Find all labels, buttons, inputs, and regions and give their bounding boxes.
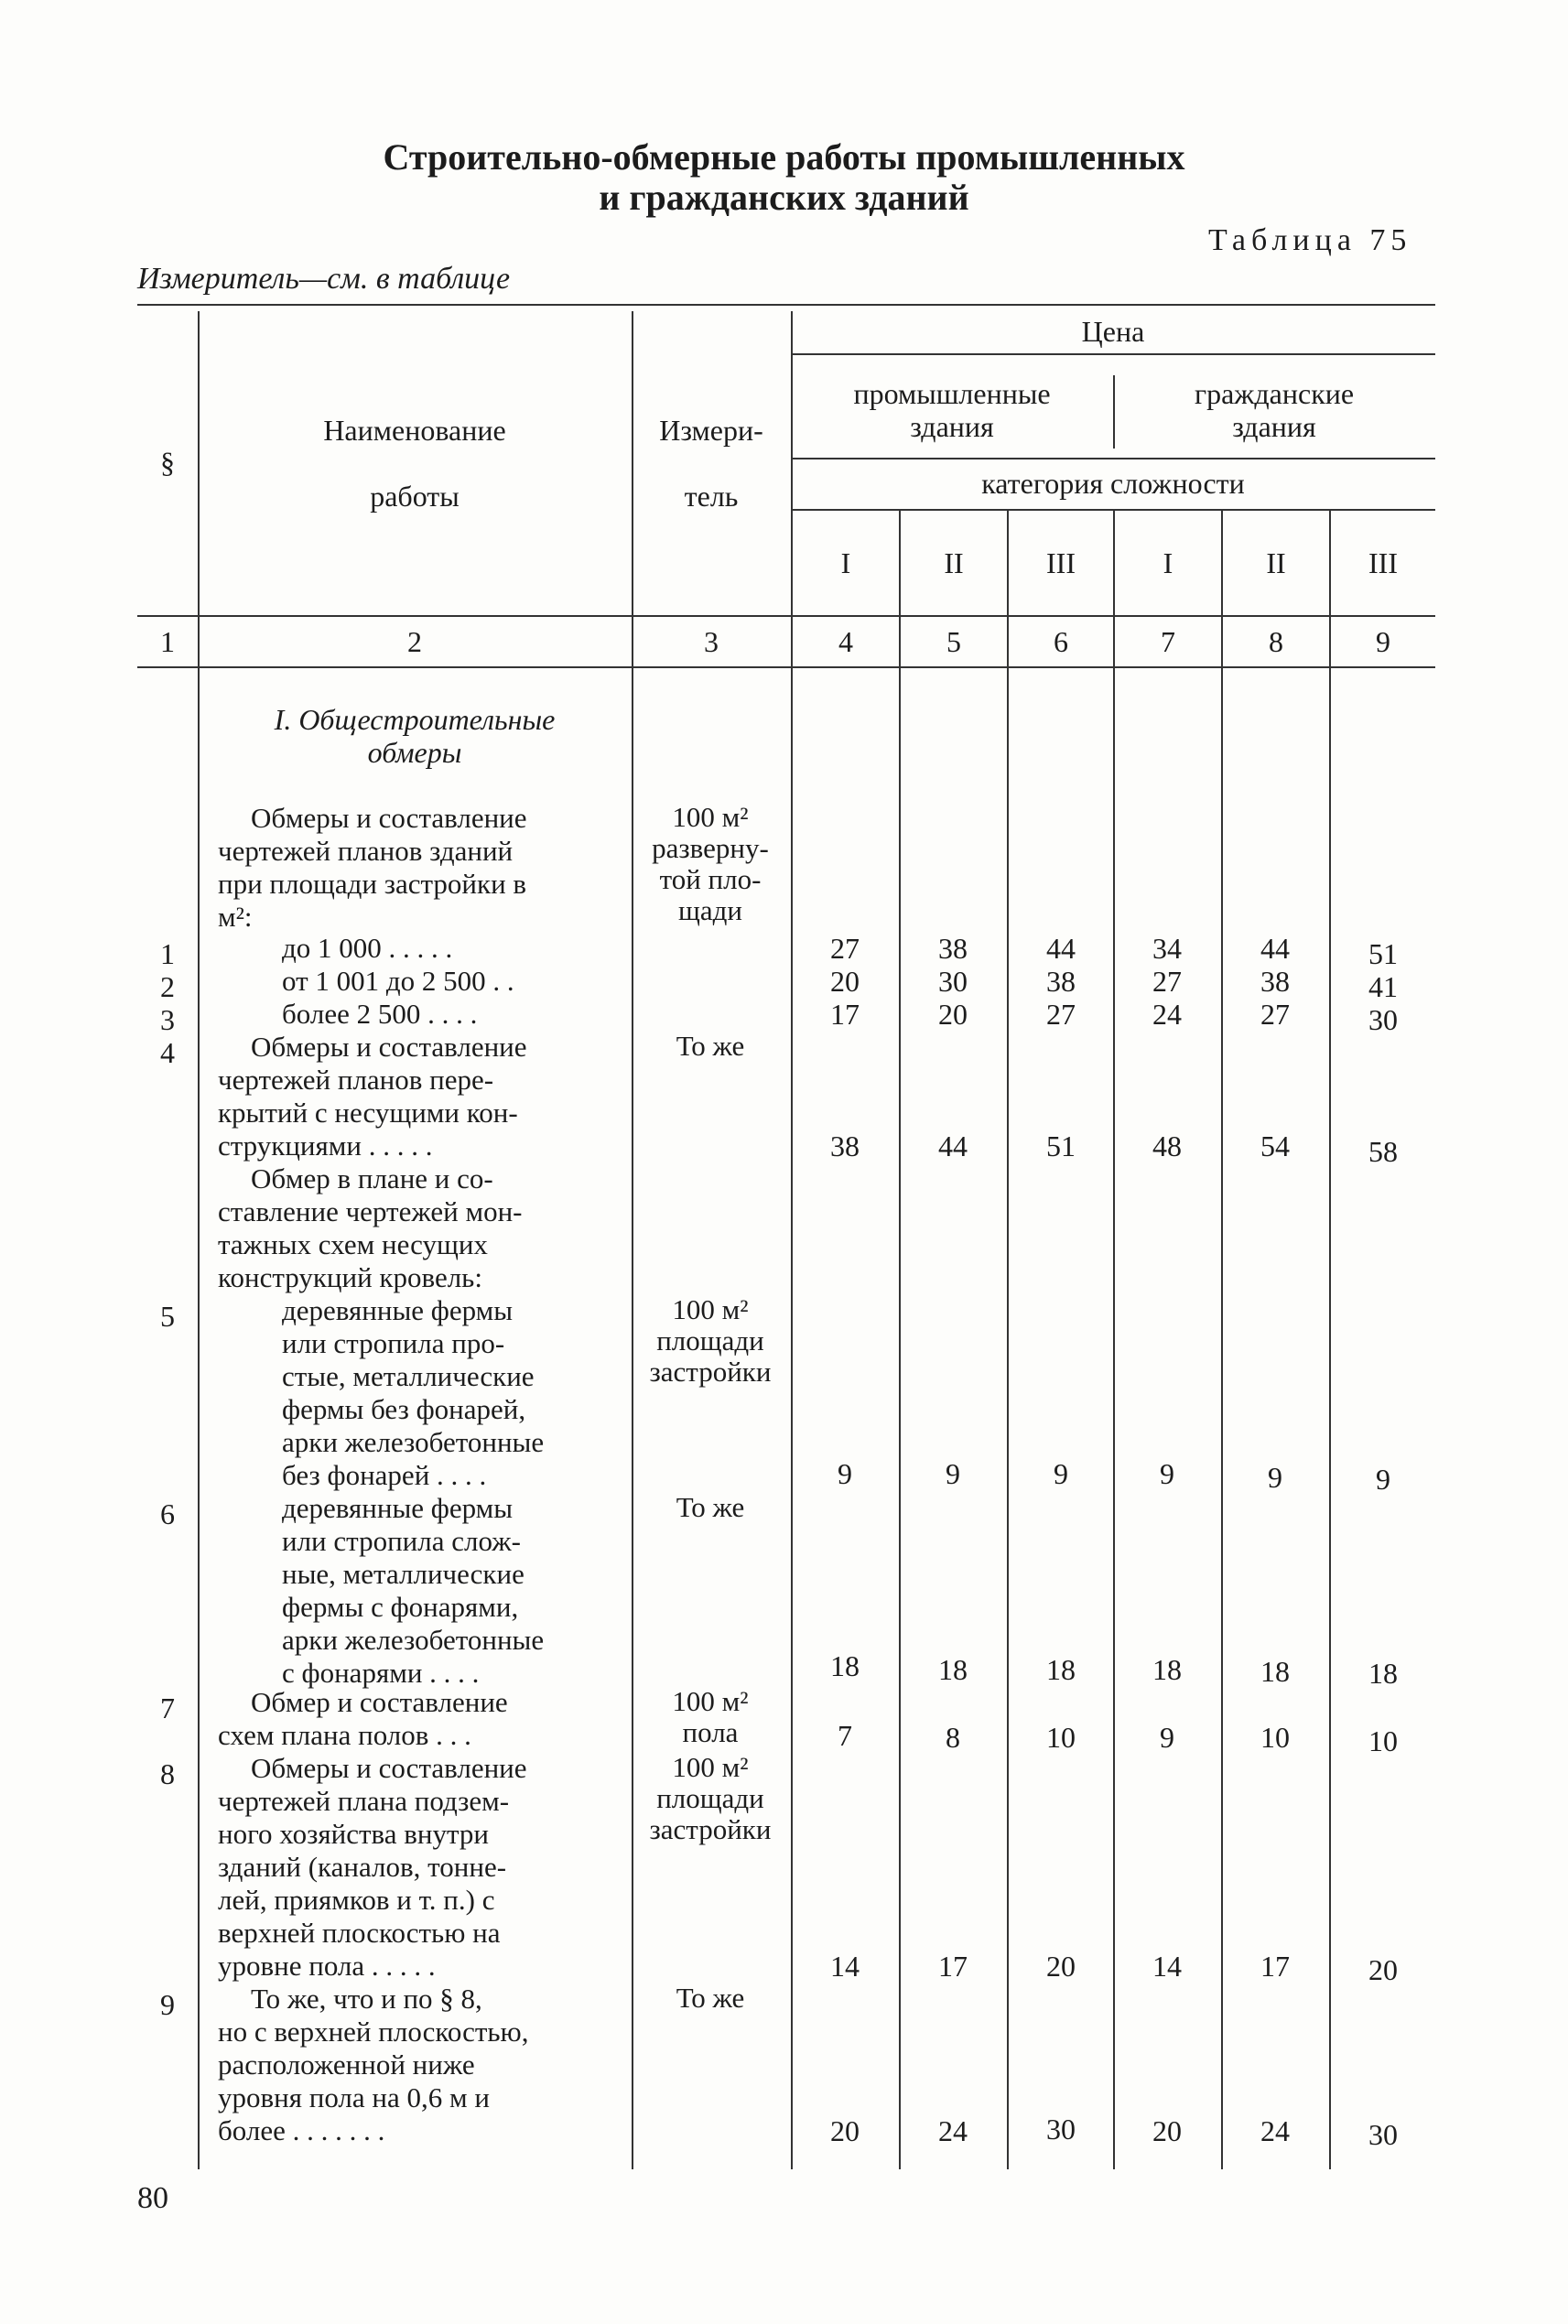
row-number: 2 [160,970,175,1003]
price-value: 24 [1260,2114,1290,2147]
price-value: 10 [1368,1724,1398,1757]
price-value: 44 [1260,932,1290,965]
desc-line: лей, приямков и т. п.) с [218,1884,495,1916]
unit-line: щади [678,894,742,926]
desc-line: зданий (каналов, тонне- [218,1851,507,1883]
unit-line: разверну- [652,832,769,864]
table-label: Таблица 75 [1208,223,1412,257]
price-value: 51 [1368,937,1398,970]
row-number: 1 [160,937,175,970]
row-description [282,1294,621,1492]
row-description [282,1492,621,1690]
group2-desc-line: ставление чертежей мон- [218,1195,523,1227]
header-complexity: категория сложности [981,467,1245,500]
price-value: 27 [830,932,860,965]
column-number: 4 [838,625,853,658]
section-heading-1: I. Общестроительные [274,703,556,736]
header-name-2: работы [370,480,460,513]
price-value: 44 [938,1130,968,1162]
desc-line: ного хозяйства внутри [218,1818,489,1850]
price-value: 20 [1046,1950,1076,1983]
page-number: 80 [137,2181,168,2215]
header-civil-1: гражданские [1194,377,1355,410]
header-industrial-2: здания [910,410,994,443]
desc-line: фермы с фонарями, [282,1591,519,1623]
price-value: 54 [1260,1130,1290,1162]
price-value: 24 [1152,998,1182,1031]
row-description [218,1752,621,1983]
row-unit: То же [676,1491,745,1523]
desc-line: верхней плоскостью на [218,1917,501,1949]
header-civil-2: здания [1232,410,1316,443]
price-value: 27 [1260,998,1290,1031]
title-line-2: и гражданских зданий [599,177,969,218]
group1-desc-line: Обмеры и составление [251,802,527,834]
header-price: Цена [1081,315,1145,348]
unit-line: пола [682,1716,739,1748]
price-value: 27 [1152,965,1182,998]
price-value: 20 [1368,1953,1398,1986]
row-number: 8 [160,1757,175,1790]
price-value: 18 [1046,1653,1076,1686]
header-unit-1: Измери- [659,414,763,447]
desc-line: арки железобетонные [282,1624,545,1656]
price-value: 17 [830,998,860,1031]
row-description: более 2 500 . . . . [282,998,478,1030]
price-value: 30 [1368,2118,1398,2151]
price-value: 9 [838,1457,852,1490]
price-value: 41 [1368,970,1398,1003]
price-value: 34 [1152,932,1182,965]
price-value: 18 [1368,1657,1398,1690]
price-value: 9 [1376,1463,1390,1496]
measure-note: Измеритель—см. в таблице [137,262,511,296]
desc-line: или стропила про- [282,1327,505,1359]
category-label: III [1368,546,1398,579]
column-number: 3 [704,625,719,658]
header-industrial-1: промышленные [853,377,1051,410]
desc-line: более . . . . . . . [218,2114,385,2146]
price-value: 18 [1260,1655,1290,1688]
row-unit: То же [676,1982,745,2014]
unit-line: 100 м² [672,1751,749,1783]
row-description [218,1983,621,2147]
group2-description [218,1162,621,1294]
column-number: 7 [1161,625,1175,658]
price-value: 48 [1152,1130,1182,1162]
header-name-1: Наименование [323,414,506,447]
column-number: 9 [1376,625,1390,658]
unit-line: площади [656,1324,764,1357]
desc-line: чертежей планов пере- [218,1064,494,1096]
category-label: III [1046,546,1076,579]
group1-desc-line: чертежей планов зданий [218,835,514,867]
price-value: 30 [1368,1003,1398,1036]
title-line-1: Строительно-обмерные работы промышленных [383,136,1185,178]
row-unit [632,1752,789,1845]
row-number: 3 [160,1003,175,1036]
price-value: 18 [938,1653,968,1686]
category-label: II [1266,546,1286,579]
price-value: 38 [1260,965,1290,998]
row-description: до 1 000 . . . . . [282,932,453,964]
unit-line: 100 м² [672,801,749,833]
row-unit: То же [676,1030,745,1062]
desc-line: деревянные фермы [282,1492,514,1524]
row-description [218,1686,621,1752]
desc-line: расположенной ниже [218,2048,475,2081]
section-heading-2: обмеры [367,736,462,769]
row-number: 4 [160,1036,175,1069]
price-value: 8 [946,1721,960,1754]
category-label: I [1162,546,1173,579]
price-value: 58 [1368,1135,1398,1168]
price-value: 51 [1046,1130,1076,1162]
desc-line: То же, что и по § 8, [251,1983,482,2015]
price-value: 10 [1260,1721,1290,1754]
row-unit [632,1294,789,1388]
category-label: I [840,546,851,579]
column-number: 2 [407,625,422,658]
header-unit-2: тель [684,480,739,513]
group1-desc-line: м²: [218,901,253,933]
price-value: 38 [830,1130,860,1162]
price-value: 44 [1046,932,1076,965]
header-section: § [160,446,175,479]
row-unit [632,1686,789,1748]
column-number: 5 [946,625,961,658]
row-description [218,1031,621,1162]
price-value: 20 [830,2114,860,2147]
desc-line: Обмер и составление [251,1686,508,1718]
price-value: 9 [1054,1457,1068,1490]
price-value: 7 [838,1719,852,1752]
unit-line: 100 м² [672,1685,749,1717]
row-description: от 1 001 до 2 500 . . [282,965,514,997]
price-value: 38 [938,932,968,965]
group2-desc-line: тажных схем несущих [218,1228,488,1260]
group1-unit [632,802,789,926]
price-value: 9 [1160,1721,1174,1754]
desc-line: Обмеры и составление [251,1752,527,1784]
category-label: II [944,546,964,579]
price-value: 18 [830,1649,860,1682]
unit-line: той пло- [659,863,762,895]
price-value: 24 [938,2114,968,2147]
desc-line: чертежей плана подзем- [218,1785,510,1817]
price-value: 20 [1152,2114,1182,2147]
desc-line: или стропила слож- [282,1525,521,1557]
desc-line: без фонарей . . . . [282,1459,487,1491]
desc-line: с фонарями . . . . [282,1657,480,1689]
price-value: 9 [1160,1457,1174,1490]
price-value: 17 [1260,1950,1290,1983]
price-value: 20 [830,965,860,998]
group2-desc-line: Обмер в плане и со- [251,1162,493,1194]
row-number: 7 [160,1692,175,1724]
price-value: 14 [1152,1950,1182,1983]
desc-line: струкциями . . . . . [218,1130,433,1162]
price-value: 14 [830,1950,860,1983]
row-number: 9 [160,1988,175,2021]
group1-desc-line: при площади застройки в [218,868,527,900]
row-number: 5 [160,1300,175,1333]
unit-line: застройки [649,1356,772,1388]
price-value: 17 [938,1950,968,1983]
price-value: 9 [946,1457,960,1490]
unit-line: 100 м² [672,1293,749,1325]
desc-line: фермы без фонарей, [282,1393,526,1425]
group2-desc-line: конструкций кровель: [218,1261,482,1293]
desc-line: уровня пола на 0,6 м и [218,2081,490,2113]
price-value: 20 [938,998,968,1031]
unit-line: площади [656,1782,764,1814]
page-title [0,137,1568,218]
price-value: 38 [1046,965,1076,998]
desc-line: арки железобетонные [282,1426,545,1458]
desc-line: но с верхней плоскостью, [218,2016,529,2048]
unit-line: застройки [649,1813,772,1845]
row-number: 6 [160,1497,175,1530]
price-value: 27 [1046,998,1076,1031]
price-value: 9 [1268,1461,1282,1494]
price-value: 18 [1152,1653,1182,1686]
price-value: 30 [938,965,968,998]
desc-line: уровне пола . . . . . [218,1950,436,1982]
desc-line: схем плана полов . . . [218,1719,471,1751]
column-number: 8 [1269,625,1283,658]
column-number: 1 [160,625,175,658]
price-value: 10 [1046,1721,1076,1754]
desc-line: стые, металлические [282,1360,535,1392]
desc-line: крытий с несущими кон- [218,1097,518,1129]
desc-line: Обмеры и составление [251,1031,527,1063]
group1-description [218,802,621,934]
column-number: 6 [1054,625,1068,658]
price-value: 30 [1046,2113,1076,2146]
desc-line: деревянные фермы [282,1294,514,1326]
desc-line: ные, металлические [282,1558,524,1590]
